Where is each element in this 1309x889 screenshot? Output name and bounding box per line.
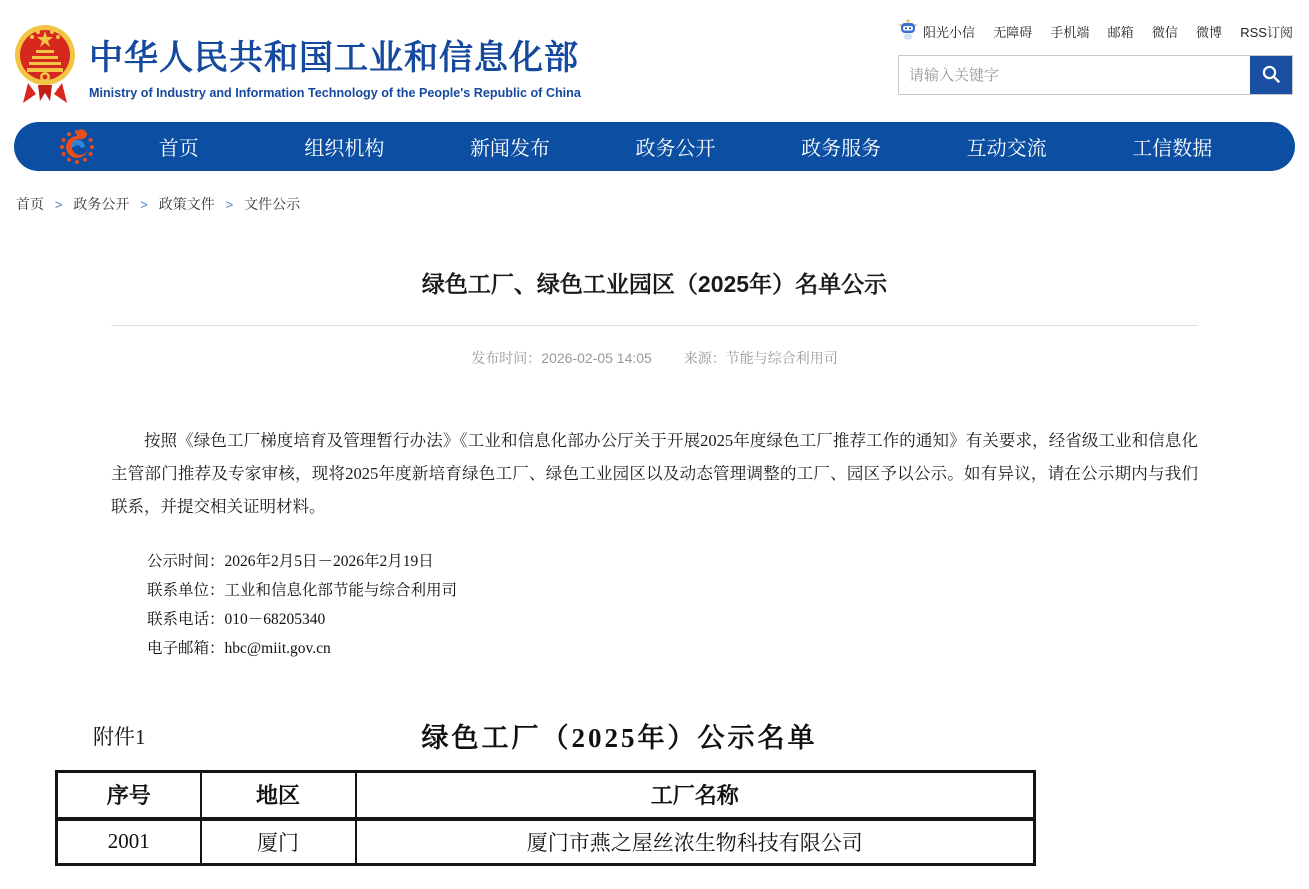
attachment-header bbox=[55, 709, 1036, 755]
nav-item-gov-services[interactable]: 政务服务 bbox=[801, 138, 882, 160]
nav-item-interaction[interactable]: 互动交流 bbox=[966, 138, 1047, 160]
top-link-mascot[interactable]: 阳光小信 bbox=[923, 24, 976, 40]
site-brand[interactable] bbox=[14, 16, 581, 114]
top-links bbox=[898, 19, 1293, 43]
national-emblem-icon bbox=[14, 19, 76, 112]
attachment-title: 绿色工厂（2025年）公示名单 bbox=[421, 723, 818, 753]
nav-item-organization[interactable]: 组织机构 bbox=[304, 138, 385, 160]
site-title-block bbox=[89, 30, 581, 100]
breadcrumb-policy-files[interactable]: 政策文件 bbox=[158, 196, 215, 212]
nav-items bbox=[96, 132, 1255, 161]
breadcrumb-separator: > bbox=[54, 197, 63, 212]
contact-info bbox=[147, 547, 1198, 663]
nav-item-home[interactable]: 首页 bbox=[158, 138, 199, 160]
col-header-serial: 序号 bbox=[57, 772, 201, 819]
nav-gear-e-icon bbox=[58, 128, 96, 166]
breadcrumb-file-publicity[interactable]: 文件公示 bbox=[244, 196, 301, 212]
cell-serial: 2001 bbox=[57, 819, 201, 865]
publish-time: 发布时间：2026-02-05 14:05 bbox=[471, 350, 652, 366]
top-link-mobile[interactable]: 手机端 bbox=[1050, 24, 1090, 40]
table-row bbox=[57, 819, 1035, 865]
col-header-factory-name: 工厂名称 bbox=[356, 772, 1035, 819]
search-bar bbox=[898, 55, 1293, 95]
contact-email: 电子邮箱：hbc@miit.gov.cn bbox=[147, 640, 331, 657]
search-button[interactable] bbox=[1250, 56, 1292, 94]
nav-item-miit-data[interactable]: 工信数据 bbox=[1132, 138, 1213, 160]
cell-region: 厦门 bbox=[201, 819, 356, 865]
article-title: 绿色工厂、绿色工业园区（2025年）名单公示 bbox=[421, 271, 888, 297]
mascot-link[interactable] bbox=[898, 19, 975, 44]
breadcrumb-separator: > bbox=[225, 197, 234, 212]
top-link-rss[interactable]: RSS订阅 bbox=[1240, 24, 1293, 40]
article-paragraph: 按照《绿色工厂梯度培育及管理暂行办法》《工业和信息化部办公厅关于开展2025年度绿色工厂推荐工作的通知》有关要求，经省级工业和信息化主管部门推荐及专家审核，现将2025年度新培育绿色工厂、绿色工业园区以及动态管理调整的工厂、园区予以公示。如有异议，请在公示期内与我们联系，并提交相关证明材料。 bbox=[111, 431, 1198, 516]
attachment-scan bbox=[55, 709, 1036, 866]
attachment-label: 附件1 bbox=[93, 725, 146, 749]
site-header bbox=[0, 0, 1309, 122]
top-link-accessibility[interactable]: 无障碍 bbox=[993, 24, 1033, 40]
contact-unit: 联系单位：工业和信息化部节能与综合利用司 bbox=[147, 582, 458, 599]
search-icon bbox=[1261, 64, 1281, 87]
nav-item-gov-disclosure[interactable]: 政务公开 bbox=[635, 138, 716, 160]
breadcrumb bbox=[16, 194, 1309, 214]
breadcrumb-home[interactable]: 首页 bbox=[16, 196, 44, 212]
site-title-cn: 中华人民共和国工业和信息化部 bbox=[89, 39, 579, 77]
cell-factory-name: 厦门市燕之屋丝浓生物科技有限公司 bbox=[356, 819, 1035, 865]
article-meta bbox=[111, 348, 1198, 368]
search-input[interactable] bbox=[899, 56, 1250, 94]
green-factory-table bbox=[55, 770, 1036, 866]
breadcrumb-gov-disclosure[interactable]: 政务公开 bbox=[73, 196, 130, 212]
table-header-row bbox=[57, 772, 1035, 819]
nav-item-news[interactable]: 新闻发布 bbox=[469, 138, 550, 160]
title-divider bbox=[111, 325, 1198, 326]
col-header-region: 地区 bbox=[201, 772, 356, 819]
top-link-weibo[interactable]: 微博 bbox=[1196, 24, 1223, 40]
top-link-mail[interactable]: 邮箱 bbox=[1107, 24, 1134, 40]
source-department: 来源：节能与综合利用司 bbox=[683, 350, 838, 366]
robot-mascot-icon bbox=[898, 19, 918, 44]
publicity-period: 公示时间：2026年2月5日－2026年2月19日 bbox=[147, 553, 434, 570]
header-right bbox=[898, 19, 1293, 114]
contact-phone: 联系电话：010－68205340 bbox=[147, 611, 326, 628]
breadcrumb-separator: > bbox=[140, 197, 148, 212]
site-title-en: Ministry of Industry and Information Technology of the People's Republic of China bbox=[89, 86, 581, 100]
main-nav bbox=[14, 122, 1295, 171]
top-link-wechat[interactable]: 微信 bbox=[1151, 24, 1178, 40]
article bbox=[111, 266, 1198, 663]
